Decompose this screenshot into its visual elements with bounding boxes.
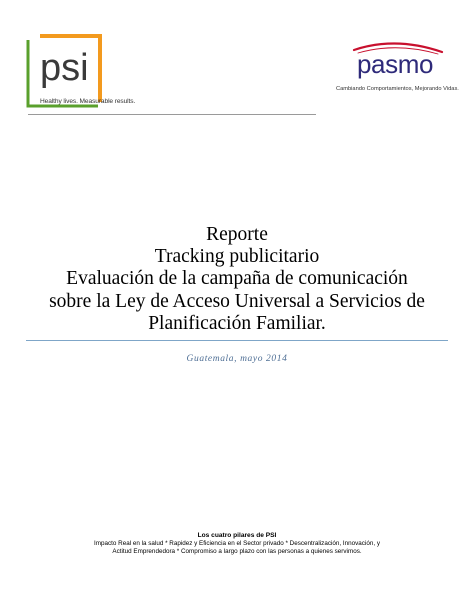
title-line: Tracking publicitario	[154, 246, 320, 268]
footer-line: Actitud Emprendedora * Compromiso a largo plazo con las personas a quienes servimos.	[112, 548, 362, 555]
report-title	[20, 224, 454, 335]
footer-line: Impacto Real en la salud * Rapidez y Eficiencia en el Sector privado * Descentralización, Innovación, y	[94, 540, 380, 547]
psi-wordmark: psi	[40, 47, 89, 89]
title-line: Reporte	[206, 224, 268, 245]
title-line: sobre la Ley de Acceso Universal a Servicios de	[49, 290, 425, 312]
footer-title: Los cuatro pilares de PSI	[197, 532, 277, 539]
psi-tagline: Healthy lives. Measurable results.	[40, 98, 136, 105]
pasmo-tagline: Cambiando Comportamientos, Mejorando Vidas.	[336, 86, 459, 92]
header-divider	[28, 114, 316, 115]
pasmo-wordmark: pasmo	[357, 49, 434, 79]
title-divider	[26, 340, 448, 341]
report-date: Guatemala, mayo 2014	[186, 354, 288, 364]
footer	[20, 531, 454, 556]
title-line: Evaluación de la campaña de comunicación	[66, 268, 408, 290]
title-line: Planificación Familiar.	[148, 312, 326, 334]
